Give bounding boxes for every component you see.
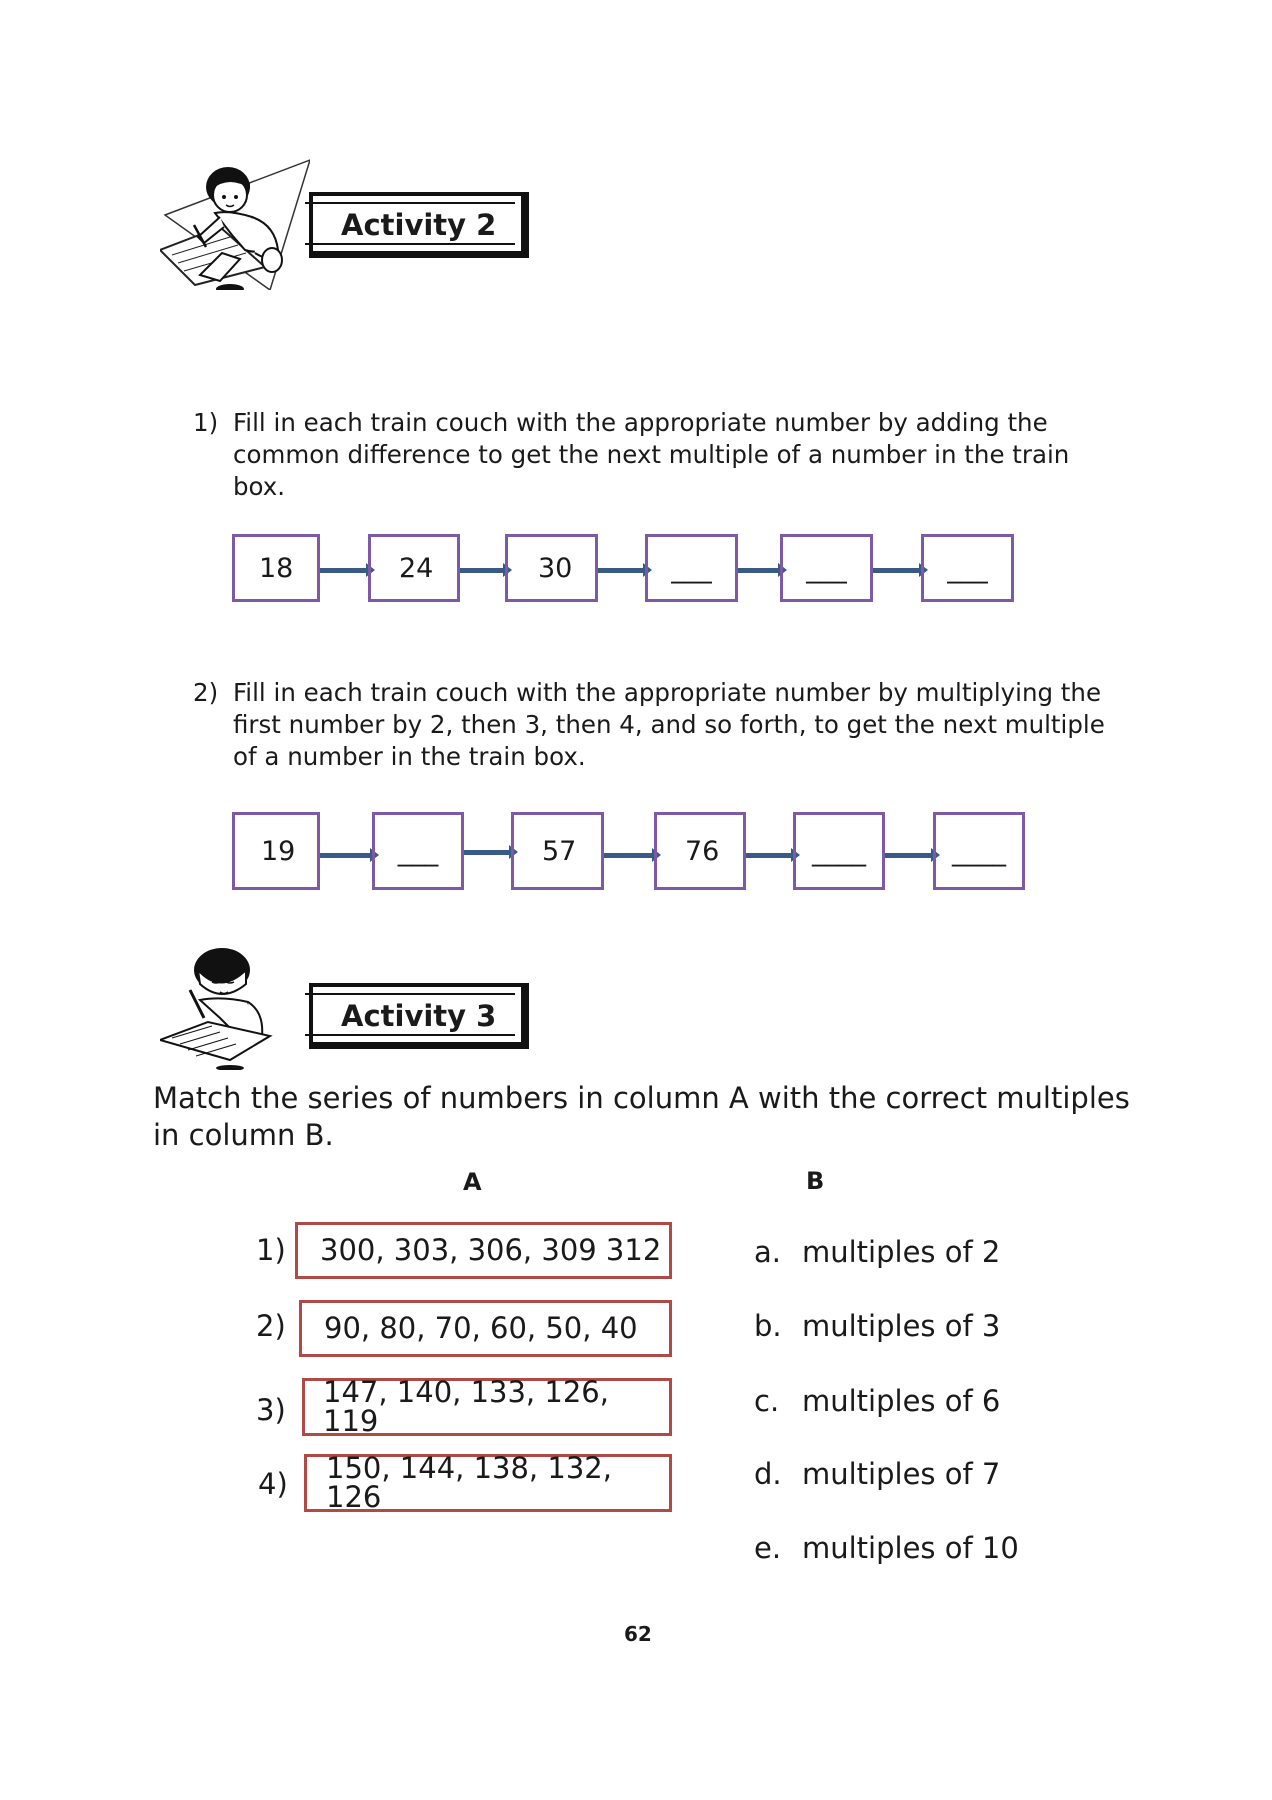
train-2-coach[interactable]: 76 [654,812,746,890]
train-2-connector [885,853,933,858]
train-1-coach[interactable]: ___ [645,534,738,602]
column-a-header: A [463,1168,482,1196]
question-1 [193,407,1133,507]
train-1-connector [598,568,645,573]
column-a-label: 4) [258,1467,288,1501]
train-1-coach[interactable]: 18 [232,534,320,602]
option-letter: a. [754,1235,781,1269]
column-a-series[interactable]: 90, 80, 70, 60, 50, 40 [299,1300,672,1357]
activity-3-instruction: Match the series of numbers in column A with the correct multiples in column B. [153,1081,1130,1152]
option-letter: c. [754,1384,780,1418]
column-a-series[interactable]: 150, 144, 138, 132, 126 [304,1454,672,1512]
column-a-label: 2) [256,1309,286,1343]
activity-3-title: Activity 3 [341,999,497,1033]
question-2-text: Fill in each train couch with the appropriate number by multiplying the first number by 2, then 3, then 4, and so forth, to get the next multiple of a number in the train box. [233,678,1105,771]
train-2-coach[interactable]: ____ [793,812,885,890]
train-1-connector [873,568,921,573]
question-1-number: 1) [193,408,219,437]
column-b-header: B [806,1167,825,1195]
girl-writing-illustration [160,155,310,290]
activity-2-title-box [309,192,529,258]
train-2-coach[interactable]: 57 [511,812,604,890]
page-number: 62 [624,1622,652,1646]
train-2-coach[interactable]: 19 [232,812,320,890]
column-a-label: 1) [256,1233,286,1267]
column-b-option[interactable] [754,1235,1000,1269]
question-1-text: Fill in each train couch with the appropriate number by adding the common difference to get the next multiple of a number in the train box. [233,408,1070,501]
option-text: multiples of 7 [802,1457,1001,1491]
question-2 [193,677,1133,777]
train-1-connector [460,568,505,573]
train-1-connector [320,568,368,573]
train-1-coach[interactable]: 30 [505,534,598,602]
column-b-option[interactable] [754,1531,1019,1565]
train-1-coach[interactable]: ___ [780,534,873,602]
boy-writing-illustration [160,940,290,1070]
train-1-coach[interactable]: ___ [921,534,1014,602]
train-2-coach[interactable]: ____ [933,812,1025,890]
train-2-connector [464,850,511,855]
option-text: multiples of 2 [802,1235,1001,1269]
activity-2-title: Activity 2 [341,208,497,242]
column-b-option[interactable] [754,1384,1000,1418]
train-2-coach[interactable]: ___ [372,812,464,890]
train-1-coach[interactable]: 24 [368,534,460,602]
question-2-number: 2) [193,678,219,707]
train-2-connector [320,853,372,858]
option-letter: b. [754,1309,782,1343]
option-letter: d. [754,1457,782,1491]
option-text: multiples of 6 [802,1384,1001,1418]
option-text: multiples of 10 [802,1531,1019,1565]
train-1-connector [738,568,780,573]
train-2-connector [604,853,654,858]
column-a-label: 3) [256,1393,286,1427]
option-letter: e. [754,1531,782,1565]
train-2-connector [746,853,793,858]
column-a-series[interactable]: 147, 140, 133, 126, 119 [302,1378,672,1436]
column-b-option[interactable] [754,1309,1000,1343]
option-text: multiples of 3 [802,1309,1001,1343]
column-a-series[interactable]: 300, 303, 306, 309 312 [295,1222,672,1279]
activity-3-title-box [309,983,529,1049]
column-b-option[interactable] [754,1457,1000,1491]
